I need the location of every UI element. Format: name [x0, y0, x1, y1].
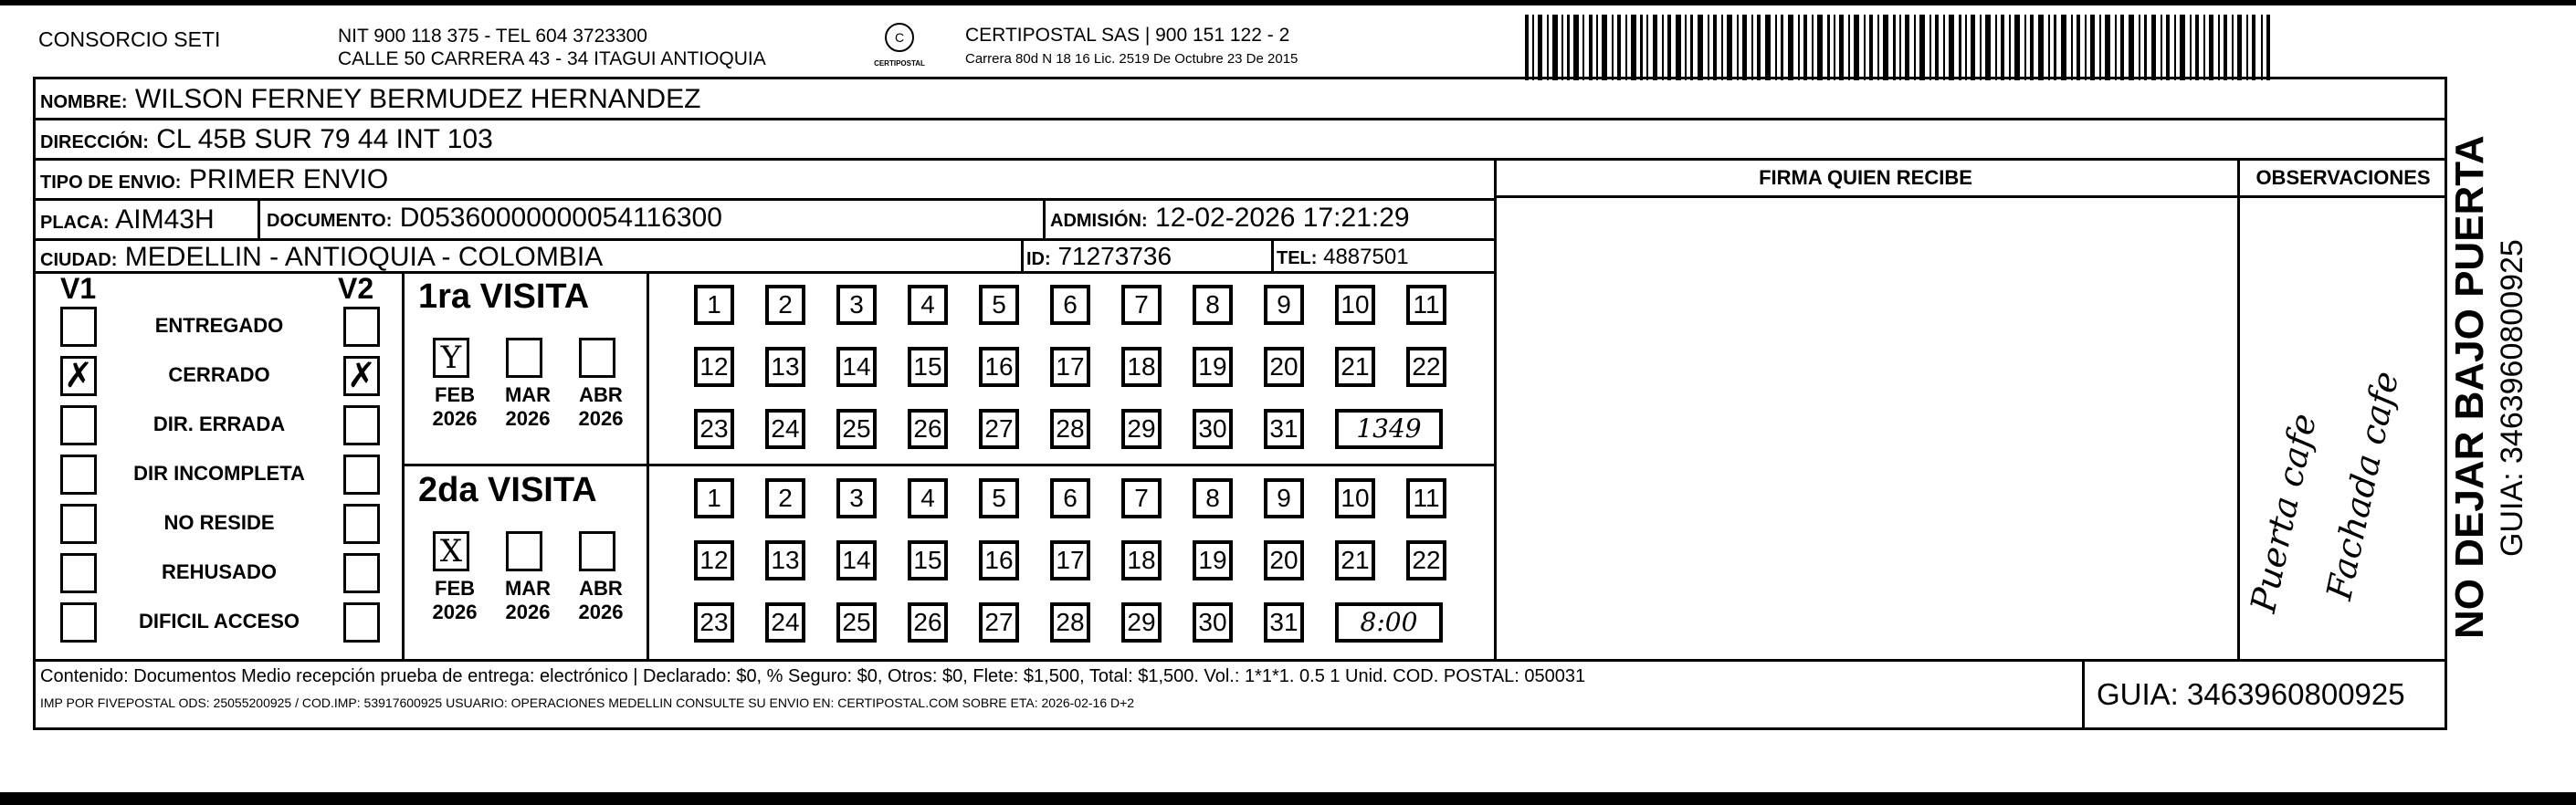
visit2-day-box[interactable]: 28: [1050, 602, 1090, 643]
visit2-day-box[interactable]: 27: [979, 602, 1019, 643]
status-label: NO RESIDE: [163, 511, 275, 534]
nombre-label: NOMBRE:: [40, 92, 128, 112]
v2-checkbox[interactable]: [343, 602, 380, 643]
direccion-value: CL 45B SUR 79 44 INT 103: [156, 124, 493, 154]
direccion-label: DIRECCIÓN:: [40, 132, 149, 152]
visit1-day-box[interactable]: 27: [979, 409, 1019, 449]
admision-divider: [1043, 201, 1046, 241]
observaciones-label: OBSERVACIONES: [2255, 166, 2431, 189]
documento-field: [267, 203, 722, 234]
visit2-day-box[interactable]: 29: [1121, 602, 1162, 643]
visit2-day-box[interactable]: 6: [1050, 478, 1090, 518]
visit1-year-label: 2026: [505, 407, 551, 430]
visit2-day-box[interactable]: 19: [1193, 540, 1233, 580]
top-border-bar: [0, 0, 2576, 5]
id-divider: [1021, 241, 1024, 274]
visits-bottom-border: [33, 659, 2447, 662]
ciudad-value: MEDELLIN - ANTIOQUIA - COLOMBIA: [124, 242, 604, 272]
no-dejar-warning: NO DEJAR BAJO PUERTA: [2447, 135, 2492, 639]
visit2-day-box[interactable]: 23: [694, 602, 734, 643]
visit1-day-box[interactable]: 6: [1050, 285, 1090, 325]
v2-checkbox[interactable]: [343, 307, 380, 347]
id-field: [1026, 242, 1172, 271]
v1-checkbox[interactable]: [60, 553, 97, 593]
tipo-row: [35, 161, 1496, 201]
visit2-day-box[interactable]: 10: [1335, 478, 1375, 518]
tel-divider: [1271, 241, 1274, 274]
nit-line: NIT 900 118 375 - TEL 604 3723300: [338, 26, 647, 47]
visit2-month-label: FEB: [435, 577, 475, 600]
svg-text:C: C: [894, 30, 905, 45]
status-label: ENTREGADO: [154, 314, 284, 337]
visit1-day-box[interactable]: 23: [694, 409, 734, 449]
footer-imp: IMP POR FIVEPOSTAL ODS: 25055200925 / COD.IMP: 53917600925 USUARIO: OPERACIONES MEDELLIN CONSULTE SU ENVIO EN: CERTIPOSTAL.COM SOBRE ETA: 2026-02-16 D+2: [40, 695, 1135, 710]
footer-guia-divider: [2082, 659, 2085, 730]
visit2-day-box[interactable]: 22: [1406, 540, 1446, 580]
side-guia-number: GUIA: 3463960800925: [2495, 239, 2529, 557]
bottom-border-bar: [0, 792, 2576, 805]
calendar-left-border: [647, 274, 649, 661]
v2-label: V2: [338, 272, 374, 305]
status-label: DIR. ERRADA: [152, 413, 286, 435]
placa-label: PLACA:: [40, 213, 110, 233]
visit2-day-box[interactable]: 5: [979, 478, 1019, 518]
tipo-value: PRIMER ENVIO: [188, 164, 389, 194]
visit1-day-box[interactable]: 30: [1193, 409, 1233, 449]
visit1-day-box[interactable]: 19: [1193, 347, 1233, 387]
visit1-day-box[interactable]: 25: [836, 409, 877, 449]
logo-text: CERTIPOSTAL: [874, 59, 925, 68]
visit2-day-box[interactable]: 8: [1193, 478, 1233, 518]
visit1-day-box[interactable]: 7: [1121, 285, 1162, 325]
ciudad-label: CIUDAD:: [40, 250, 118, 270]
visit2-month-checkbox[interactable]: X: [433, 531, 469, 571]
tel-field: [1277, 245, 1409, 270]
visit2-day-box[interactable]: 15: [908, 540, 948, 580]
visit2-year-label: 2026: [505, 601, 551, 623]
visit2-day-box[interactable]: 7: [1121, 478, 1162, 518]
visit2-month-checkbox[interactable]: [506, 531, 542, 571]
nombre-value: WILSON FERNEY BERMUDEZ HERNANDEZ: [134, 84, 701, 114]
visit2-day-box[interactable]: 2: [765, 478, 805, 518]
visit1-day-box[interactable]: 11: [1406, 285, 1446, 325]
visit1-title: 1ra VISITA: [418, 277, 590, 316]
visit1-day-box[interactable]: 21: [1335, 347, 1375, 387]
status-label: CERRADO: [168, 363, 270, 386]
logo-icon: [881, 22, 918, 55]
status-label: DIFICIL ACCESO: [138, 610, 300, 632]
visit2-day-box[interactable]: 9: [1264, 478, 1304, 518]
visit1-month-label: MAR: [504, 383, 552, 406]
visit-divider: [402, 464, 1494, 466]
visit2-day-box[interactable]: 26: [908, 602, 948, 643]
tel-value: 4887501: [1323, 245, 1409, 269]
visits-left-border: [402, 274, 405, 661]
v1-checkbox[interactable]: [60, 602, 97, 643]
carrier-line: CERTIPOSTAL SAS | 900 151 122 - 2: [965, 25, 1290, 46]
license-line: Carrera 80d N 18 16 Lic. 2519 De Octubre 23 De 2015: [965, 51, 1299, 67]
id-value: 71273736: [1057, 242, 1172, 270]
visit2-day-box[interactable]: 25: [836, 602, 877, 643]
v2-checkbox[interactable]: [343, 504, 380, 544]
visit1-day-box[interactable]: 15: [908, 347, 948, 387]
v1-checkbox[interactable]: [60, 504, 97, 544]
visit1-time-box[interactable]: 1349: [1335, 409, 1443, 449]
visit1-day-box[interactable]: 1: [694, 285, 734, 325]
visit1-day-box[interactable]: 28: [1050, 409, 1090, 449]
v1-checkbox[interactable]: ✗: [60, 356, 97, 396]
placa-divider: [258, 201, 260, 241]
visit1-day-box[interactable]: 29: [1121, 409, 1162, 449]
visit1-day-box[interactable]: 5: [979, 285, 1019, 325]
visit2-day-box[interactable]: 4: [908, 478, 948, 518]
visit1-month-label: FEB: [435, 383, 475, 406]
firma-label: FIRMA QUIEN RECIBE: [1759, 166, 1972, 189]
visit1-day-box[interactable]: 8: [1193, 285, 1233, 325]
firma-left-border: [1494, 161, 1497, 661]
observacion-line-1: Puerta cafe: [2243, 410, 2325, 616]
visit1-day-box[interactable]: 9: [1264, 285, 1304, 325]
company-name: CONSORCIO SETI: [38, 27, 221, 51]
visit2-time-box[interactable]: 8:00: [1335, 602, 1443, 643]
direccion-row: [35, 120, 2445, 161]
v2-checkbox[interactable]: ✗: [343, 356, 380, 396]
visit1-day-box[interactable]: 13: [765, 347, 805, 387]
barcode-graphic: [1525, 15, 2274, 80]
visit1-year-label: 2026: [432, 407, 478, 430]
visit2-day-box[interactable]: 13: [765, 540, 805, 580]
tipo-label: TIPO DE ENVIO:: [40, 172, 182, 193]
visit2-day-box[interactable]: 18: [1121, 540, 1162, 580]
footer-guia: GUIA: 3463960800925: [2097, 677, 2405, 711]
visit1-day-box[interactable]: 22: [1406, 347, 1446, 387]
visit1-day-box[interactable]: 12: [694, 347, 734, 387]
admision-value: 12-02-2026 17:21:29: [1155, 203, 1410, 233]
visit1-day-box[interactable]: 24: [765, 409, 805, 449]
visit1-day-box[interactable]: 14: [836, 347, 877, 387]
v1-checkbox[interactable]: [60, 455, 97, 495]
v1-label: V1: [60, 272, 97, 305]
visit1-year-label: 2026: [578, 407, 624, 430]
visit1-month-label: ABR: [579, 383, 623, 406]
visit2-day-box[interactable]: 30: [1193, 602, 1233, 643]
visit2-month-label: ABR: [579, 577, 623, 600]
observaciones-left-border: [2237, 161, 2240, 661]
visit2-year-label: 2026: [578, 601, 624, 623]
status-label: DIR INCOMPLETA: [133, 462, 305, 485]
visit1-day-box[interactable]: 18: [1121, 347, 1162, 387]
visit1-day-box[interactable]: 2: [765, 285, 805, 325]
admision-field: [1050, 203, 1410, 234]
visit2-day-box[interactable]: 3: [836, 478, 877, 518]
visit2-day-box[interactable]: 31: [1264, 602, 1304, 643]
observacion-line-2: Fachada cafe: [2318, 368, 2407, 603]
documento-label: DOCUMENTO:: [267, 211, 393, 231]
visit2-day-box[interactable]: 17: [1050, 540, 1090, 580]
documento-value: D05360000000054116300: [399, 203, 722, 233]
id-label: ID:: [1026, 249, 1051, 269]
v2-checkbox[interactable]: [343, 455, 380, 495]
visit2-day-box[interactable]: 12: [694, 540, 734, 580]
visit2-day-box[interactable]: 20: [1264, 540, 1304, 580]
visit1-day-box[interactable]: 17: [1050, 347, 1090, 387]
visit1-month-checkbox[interactable]: Y: [433, 338, 469, 378]
visit1-day-box[interactable]: 4: [908, 285, 948, 325]
certipostal-logo: [863, 22, 936, 73]
visit2-day-box[interactable]: 24: [765, 602, 805, 643]
visit1-month-checkbox[interactable]: [506, 338, 542, 378]
visit2-day-box[interactable]: 11: [1406, 478, 1446, 518]
visit2-year-label: 2026: [432, 601, 478, 623]
visit2-month-checkbox[interactable]: [579, 531, 615, 571]
observaciones-handwriting: [2243, 338, 2438, 639]
visit1-day-box[interactable]: 10: [1335, 285, 1375, 325]
visit1-day-box[interactable]: 3: [836, 285, 877, 325]
visit2-month-label: MAR: [504, 577, 552, 600]
visit2-day-box[interactable]: 1: [694, 478, 734, 518]
placa-value: AIM43H: [115, 204, 215, 235]
visit2-day-box[interactable]: 14: [836, 540, 877, 580]
nombre-row: [35, 78, 2445, 120]
visit2-title: 2da VISITA: [418, 471, 597, 509]
admision-label: ADMISIÓN:: [1050, 211, 1148, 231]
tel-label: TEL:: [1277, 248, 1318, 268]
visit1-day-box[interactable]: 20: [1264, 347, 1304, 387]
v2-checkbox[interactable]: [343, 405, 380, 445]
address-line: CALLE 50 CARRERA 43 - 34 ITAGUI ANTIOQUIA: [338, 48, 766, 69]
visit1-day-box[interactable]: 16: [979, 347, 1019, 387]
firma-header-line: [1494, 195, 2447, 198]
status-label: REHUSADO: [162, 560, 277, 583]
footer-contenido: Contenido: Documentos Medio recepción prueba de entrega: electrónico | Declarado: $0, % Seguro: $0, Otros: $0, Flete: $1,500, Total: $1,500. Vol.: 1*1*1. 0.5 1 Unid. COD. POSTAL: 050031: [40, 666, 1586, 686]
visit2-day-box[interactable]: 21: [1335, 540, 1375, 580]
visit2-day-box[interactable]: 16: [979, 540, 1019, 580]
v1-checkbox[interactable]: [60, 307, 97, 347]
v2-checkbox[interactable]: [343, 553, 380, 593]
v1-checkbox[interactable]: [60, 405, 97, 445]
visit1-month-checkbox[interactable]: [579, 338, 615, 378]
visit1-day-box[interactable]: 31: [1264, 409, 1304, 449]
visit1-day-box[interactable]: 26: [908, 409, 948, 449]
